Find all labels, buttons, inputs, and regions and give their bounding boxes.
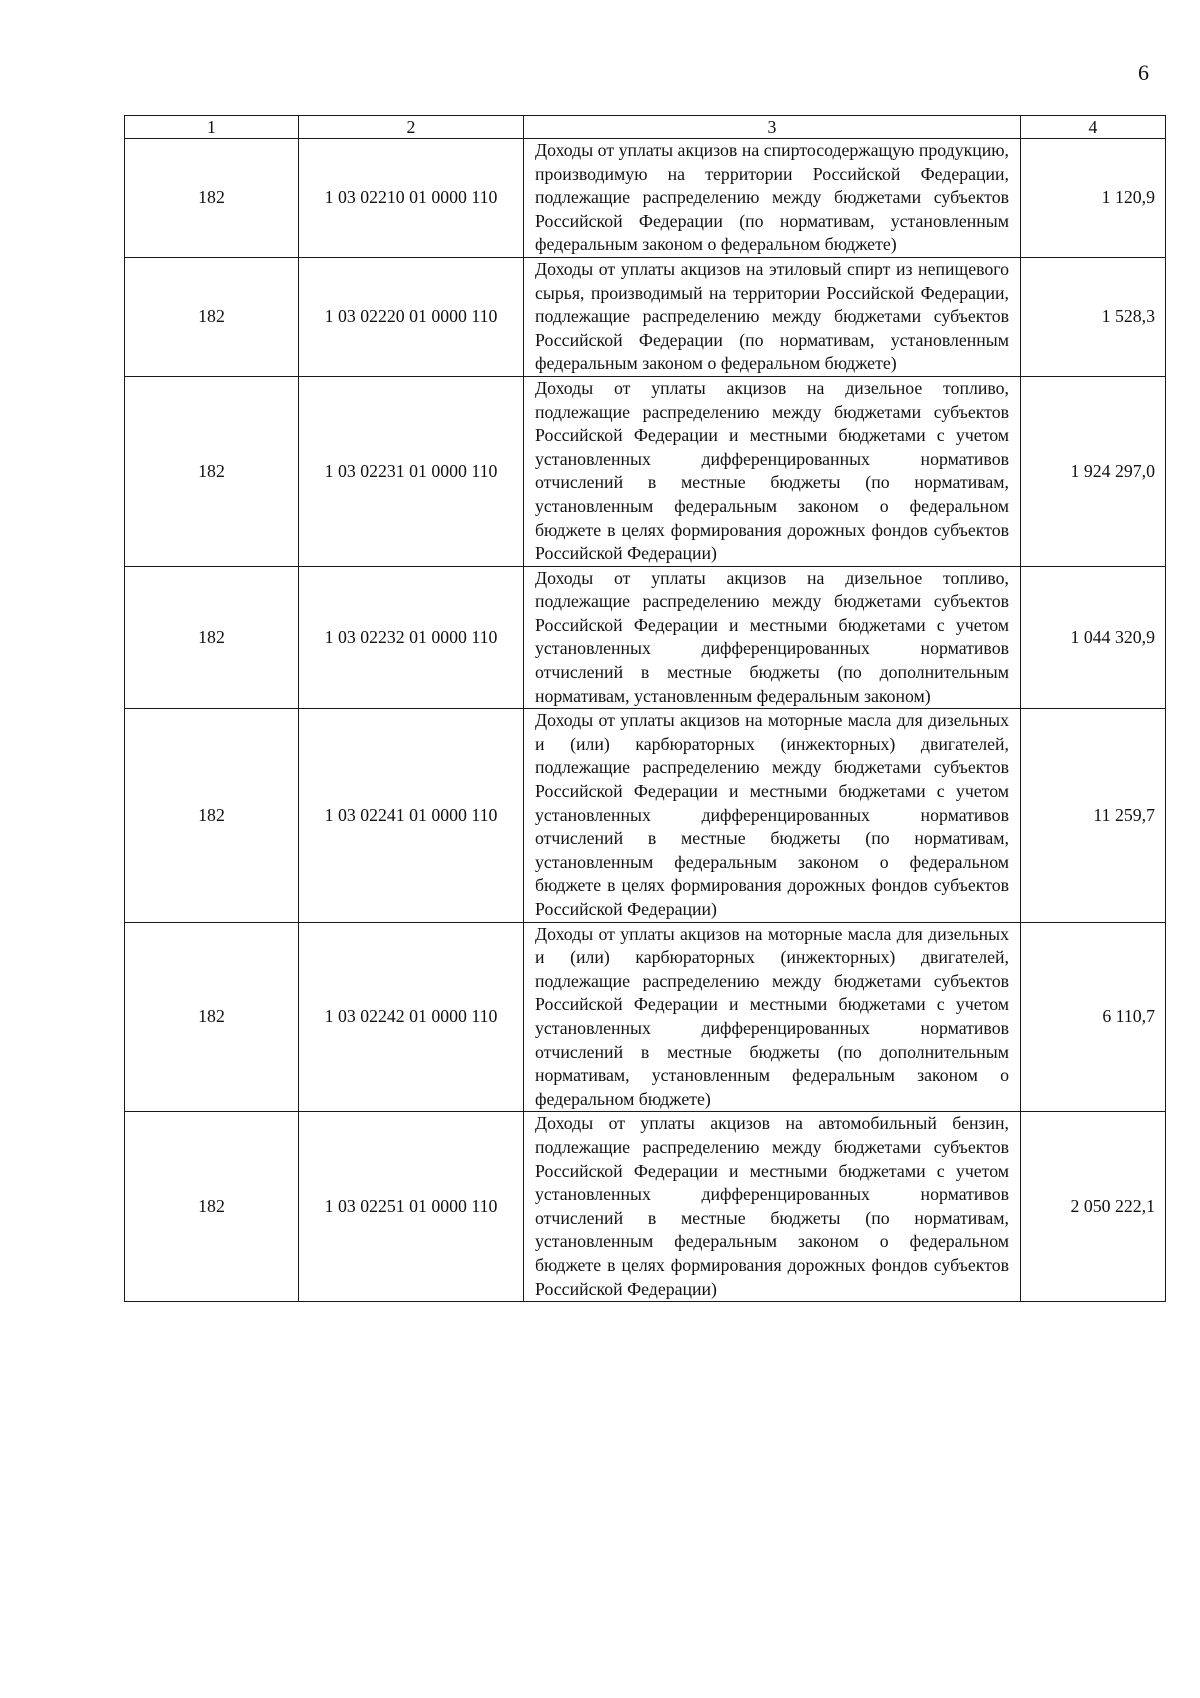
amount-cell: 11 259,7 [1021,709,1166,922]
amount-cell: 1 924 297,0 [1021,376,1166,566]
table-row [125,376,1166,566]
admin-code-cell: 182 [125,257,299,376]
table-row [125,1112,1166,1302]
header-row [125,116,1166,139]
kbk-code-cell: 1 03 02231 01 0000 110 [299,376,524,566]
kbk-code-cell: 1 03 02251 01 0000 110 [299,1112,524,1302]
description-cell: Доходы от уплаты акцизов на дизельное топливо, подлежащие распределению между бюджетами субъектов Российской Федерации и местными бюджетами с учетом установленных дифференцированных нормативов отчислений в местные бюджеты (по дополнительным нормативам, установленным федеральным законом) [524,566,1021,709]
description-cell: Доходы от уплаты акцизов на автомобильный бензин, подлежащие распределению между бюджетами субъектов Российской Федерации и местными бюджетами с учетом установленных дифференцированных нормативов отчислений в местные бюджеты (по нормативам, установленным федеральным законом о федеральном бюджете в целях формирования дорожных фондов субъектов Российской Федерации) [524,1112,1021,1302]
admin-code-cell: 182 [125,709,299,922]
description-cell: Доходы от уплаты акцизов на моторные масла для дизельных и (или) карбюраторных (инжекторных) двигателей, подлежащие распределению между бюджетами субъектов Российской Федерации и местными бюджетами с учетом установленных дифференцированных нормативов отчислений в местные бюджеты (по нормативам, установленным федеральным законом о федеральном бюджете в целях формирования дорожных фондов субъектов Российской Федерации) [524,709,1021,922]
table-row [125,709,1166,922]
column-header-4: 4 [1021,116,1166,139]
amount-cell: 1 120,9 [1021,139,1166,258]
amount-cell: 6 110,7 [1021,922,1166,1112]
table-row [125,922,1166,1112]
table-row [125,566,1166,709]
admin-code-cell: 182 [125,566,299,709]
admin-code-cell: 182 [125,1112,299,1302]
admin-code-cell: 182 [125,139,299,258]
amount-cell: 1 044 320,9 [1021,566,1166,709]
amount-cell: 2 050 222,1 [1021,1112,1166,1302]
column-header-2: 2 [299,116,524,139]
description-cell: Доходы от уплаты акцизов на этиловый спирт из непищевого сырья, производимый на территории Российской Федерации, подлежащие распределению между бюджетами субъектов Российской Федерации (по нормативам, установленным федеральным законом о федеральном бюджете) [524,257,1021,376]
description-cell: Доходы от уплаты акцизов на спиртосодержащую продукцию, производимую на территории Российской Федерации, подлежащие распределению между бюджетами субъектов Российской Федерации (по нормативам, установленным федеральным законом о федеральном бюджете) [524,139,1021,258]
table-row [125,139,1166,258]
admin-code-cell: 182 [125,922,299,1112]
admin-code-cell: 182 [125,376,299,566]
description-cell: Доходы от уплаты акцизов на моторные масла для дизельных и (или) карбюраторных (инжекторных) двигателей, подлежащие распределению между бюджетами субъектов Российской Федерации и местными бюджетами с учетом установленных дифференцированных нормативов отчислений в местные бюджеты (по дополнительным нормативам, установленным федеральным законом о федеральном бюджете) [524,922,1021,1112]
column-header-3: 3 [524,116,1021,139]
kbk-code-cell: 1 03 02210 01 0000 110 [299,139,524,258]
kbk-code-cell: 1 03 02242 01 0000 110 [299,922,524,1112]
table-row [125,257,1166,376]
revenue-table [124,115,1166,1302]
description-cell: Доходы от уплаты акцизов на дизельное топливо, подлежащие распределению между бюджетами субъектов Российской Федерации и местными бюджетами с учетом установленных дифференцированных нормативов отчислений в местные бюджеты (по нормативам, установленным федеральным законом о федеральном бюджете в целях формирования дорожных фондов субъектов Российской Федерации) [524,376,1021,566]
column-header-1: 1 [125,116,299,139]
amount-cell: 1 528,3 [1021,257,1166,376]
kbk-code-cell: 1 03 02220 01 0000 110 [299,257,524,376]
kbk-code-cell: 1 03 02232 01 0000 110 [299,566,524,709]
page-number: 6 [1138,60,1149,85]
kbk-code-cell: 1 03 02241 01 0000 110 [299,709,524,922]
